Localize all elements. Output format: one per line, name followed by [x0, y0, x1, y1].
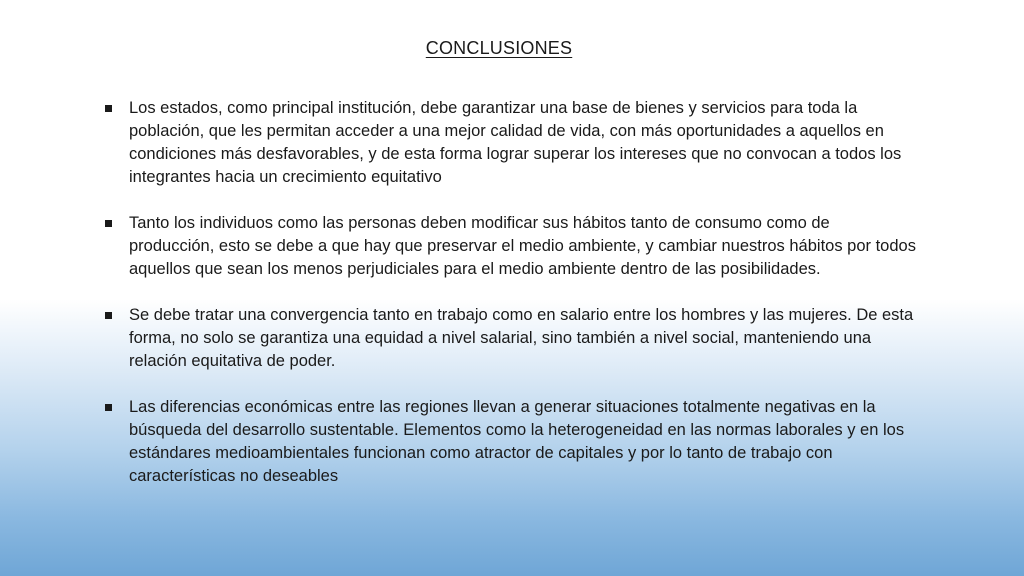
bullet-item	[104, 396, 916, 488]
bullet-text: Las diferencias económicas entre las regiones llevan a generar situaciones totalmente negativas en la búsqueda del desarrollo sustentable. Elementos como la heterogeneidad en las normas laborales y en los estándares medioambientales funcionan como atractor de capitales y por lo tanto de trabajo con características no deseables	[129, 398, 905, 485]
bullet-text: Tanto los individuos como las personas deben modificar sus hábitos tanto de consumo como de producción, esto se debe a que hay que preservar el medio ambiente, y cambiar nuestros hábitos por todos aquellos que sean los menos perjudiciales para el medio ambiente dentro de las posibilidades.	[129, 214, 916, 278]
bullet-text: Se debe tratar una convergencia tanto en trabajo como en salario entre los hombres y las mujeres. De esta forma, no solo se garantiza una equidad a nivel salarial, sino también a nivel social, manteniendo una relación equitativa de poder.	[129, 306, 914, 370]
conclusions-list	[104, 97, 916, 511]
square-bullet-icon	[105, 105, 112, 112]
bullet-item	[104, 97, 916, 189]
square-bullet-icon	[105, 220, 112, 227]
slide-title: CONCLUSIONES	[425, 38, 573, 58]
bullet-item	[104, 304, 916, 373]
square-bullet-icon	[105, 404, 112, 411]
square-bullet-icon	[105, 312, 112, 319]
bullet-item	[104, 212, 916, 281]
bullet-text: Los estados, como principal institución, debe garantizar una base de bienes y servicios para toda la población, que les permitan acceder a una mejor calidad de vida, con más oportunidades a aquellos en condiciones más desfavorables, y de esta forma lograr superar los intereses que no convocan a todos los integrantes hacia un crecimiento equitativo	[129, 99, 902, 186]
